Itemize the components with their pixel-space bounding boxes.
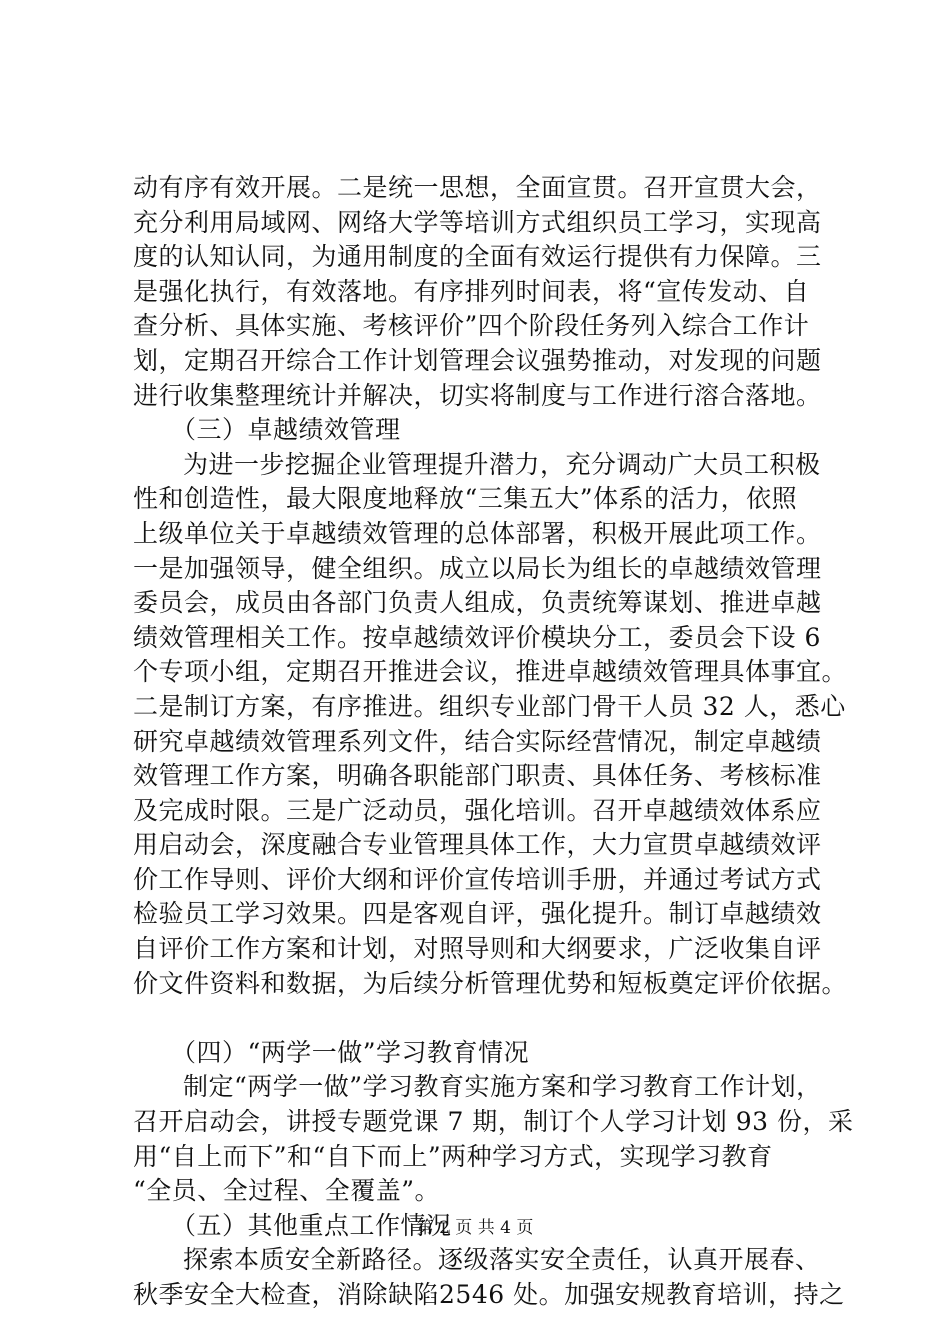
- text-line: 用启动会，深度融合专业管理具体工作，大力宣贯卓越绩效评: [133, 830, 822, 860]
- text-line: 秋季安全大检查，消除缺陷2546 处。加强安规教育培训，持之: [133, 1280, 845, 1309]
- text-line: 是强化执行，有效落地。有序排列时间表，将“宣传发动、自: [133, 276, 810, 306]
- body-text: [133, 171, 854, 1313]
- text-line: 研究卓越绩效管理系列文件，结合实际经营情况，制定卓越绩: [133, 726, 822, 756]
- paragraph-first-line: 探索本质安全新路径。逐级落实安全责任，认真开展春、: [183, 1245, 821, 1275]
- text-line: 进行收集整理统计并解决，切实将制度与工作进行溶合落地。: [133, 380, 822, 410]
- text-line: 划，定期召开综合工作计划管理会议强势推动，对发现的问题: [133, 345, 822, 375]
- text-line: 二是制订方案，有序推进。组织专业部门骨干人员 32 人，悉心: [133, 691, 846, 721]
- section-heading: （三）卓越绩效管理: [171, 415, 401, 445]
- paragraph-first-line: 为进一步挖掘企业管理提升潜力，充分调动广大员工积极: [183, 449, 821, 479]
- text-line: “全员、全过程、全覆盖”。: [133, 1176, 441, 1206]
- text-line: 用“自上而下”和“自下而上”两种学习方式，实现学习教育: [133, 1141, 773, 1171]
- text-line: 性和创造性，最大限度地释放“三集五大”体系的活力，依照: [133, 484, 798, 514]
- text-line: 检验员工学习效果。四是客观自评，强化提升。制订卓越绩效: [133, 899, 822, 929]
- text-line: 委员会，成员由各部门负责人组成，负责统筹谋划、推进卓越: [133, 588, 822, 618]
- paragraph-first-line: 制定“两学一做”学习教育实施方案和学习教育工作计划，: [183, 1072, 822, 1102]
- text-line: 动有序有效开展。二是统一思想，全面宣贯。召开宣贯大会，: [133, 173, 822, 202]
- text-line: 绩效管理相关工作。按卓越绩效评价模块分工，委员会下设 6: [133, 622, 821, 652]
- text-line: 自评价工作方案和计划，对照导则和大纲要求，广泛收集自评: [133, 934, 822, 964]
- text-line: 个专项小组，定期召开推进会议，推进卓越绩效管理具体事宜。: [133, 657, 848, 687]
- page-footer: 第 2 页 共 4 页: [416, 1218, 534, 1238]
- blank-line: [133, 1001, 823, 1036]
- section-heading: （四）“两学一做”学习教育情况: [171, 1037, 530, 1067]
- text-line: 上级单位关于卓越绩效管理的总体部署，积极开展此项工作。: [133, 518, 822, 548]
- text-line: 及完成时限。三是广泛动员，强化培训。召开卓越绩效体系应: [133, 795, 822, 825]
- text-line: 召开启动会，讲授专题党课 7 期，制订个人学习计划 93 份，采: [133, 1107, 854, 1137]
- section-heading: （五）其他重点工作情况: [171, 1210, 452, 1240]
- text-line: 查分析、具体实施、考核评价”四个阶段任务列入综合工作计: [133, 311, 810, 341]
- text-line: 度的认知认同，为通用制度的全面有效运行提供有力保障。三: [133, 242, 822, 272]
- text-line: 一是加强领导，健全组织。成立以局长为组长的卓越绩效管理: [133, 553, 822, 583]
- text-line: 价工作导则、评价大纲和评价宣传培训手册，并通过考试方式: [133, 864, 822, 894]
- text-line: 效管理工作方案，明确各职能部门职责、具体任务、考核标准: [133, 761, 822, 791]
- text-line: 充分利用局域网、网络大学等培训方式组织员工学习，实现高: [133, 207, 822, 237]
- text-line: 价文件资料和数据，为后续分析管理优势和短板奠定评价依据。: [133, 968, 848, 998]
